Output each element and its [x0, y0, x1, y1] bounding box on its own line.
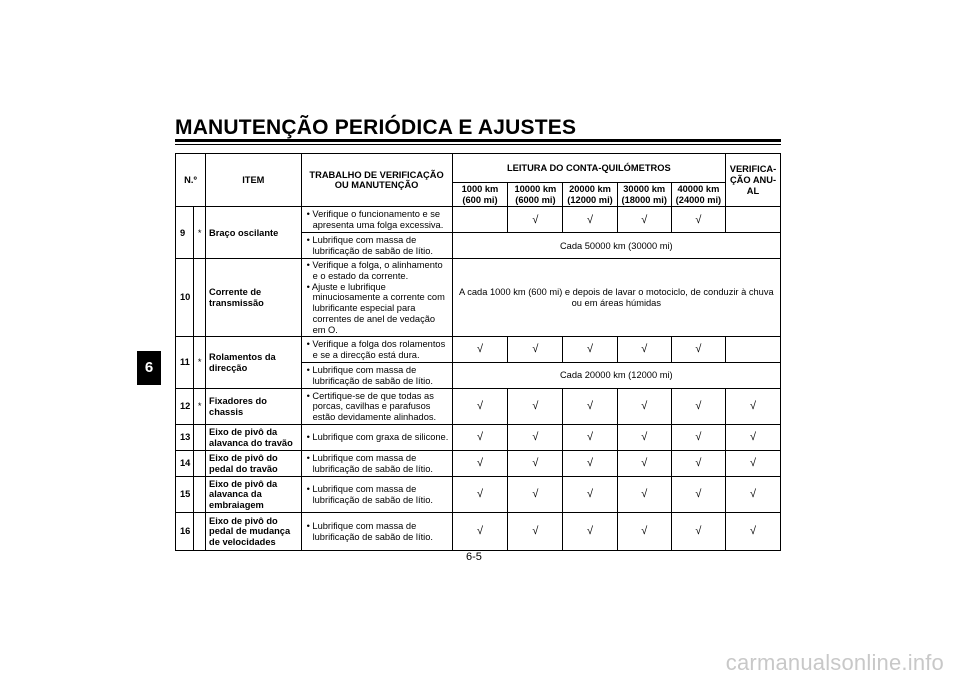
- asterisk: [194, 425, 206, 451]
- header-item: ITEM: [206, 154, 302, 207]
- asterisk: [194, 513, 206, 551]
- work-text: • Lubrifique com massa de lubrificação de sabão de lítio.: [301, 477, 452, 513]
- check-cell: √: [726, 451, 781, 477]
- check-cell: √: [671, 425, 725, 451]
- check-cell: √: [617, 451, 671, 477]
- watermark: carmanualsonline.info: [725, 650, 944, 675]
- check-cell: √: [671, 389, 725, 425]
- work-text: • Verifique a folga, o alinhamento e o estado da corrente. • Ajuste e lubrifique minuciosamente a corrente com lubrificante especial para correntes de anel de vedação em O.: [301, 259, 452, 337]
- check-cell: √: [726, 389, 781, 425]
- check-cell: √: [452, 477, 508, 513]
- check-cell: √: [617, 337, 671, 363]
- check-cell: √: [452, 425, 508, 451]
- table-row: [176, 389, 781, 425]
- work-text: • Verifique a folga dos rolamentos e se a direcção está dura.: [301, 337, 452, 363]
- table-row: [176, 513, 781, 551]
- check-cell: √: [671, 477, 725, 513]
- header-no: N.º: [176, 154, 206, 207]
- work-text: • Lubrifique com massa de lubrificação de sabão de lítio.: [301, 451, 452, 477]
- table-row: [176, 477, 781, 513]
- check-cell: √: [452, 389, 508, 425]
- header-km: 10000 km (6000 mi): [508, 183, 563, 207]
- check-cell: √: [563, 425, 617, 451]
- check-cell: [452, 207, 508, 233]
- header-km: 40000 km (24000 mi): [671, 183, 725, 207]
- work-text: • Lubrifique com massa de lubrificação de sabão de lítio.: [301, 363, 452, 389]
- page-title: MANUTENÇÃO PERIÓDICA E AJUSTES: [175, 116, 577, 139]
- check-cell: √: [508, 207, 563, 233]
- header-annual: VERIFICA-ÇÃO ANU-AL: [726, 154, 781, 207]
- header-odometer: LEITURA DO CONTA-QUILÓMETROS: [452, 154, 725, 183]
- title-rule-thick: [175, 139, 781, 142]
- work-text: • Lubrifique com massa de lubrificação de sabão de lítio.: [301, 513, 452, 551]
- row-number: 12: [176, 389, 194, 425]
- check-cell: √: [508, 451, 563, 477]
- row-number: 10: [176, 259, 194, 337]
- check-cell: √: [726, 513, 781, 551]
- item-name: Fixadores do chassis: [206, 389, 302, 425]
- check-cell: √: [508, 425, 563, 451]
- check-cell: [726, 207, 781, 233]
- check-cell: √: [508, 337, 563, 363]
- table-row: [176, 451, 781, 477]
- interval-text: A cada 1000 km (600 mi) e depois de lavar o motociclo, de conduzir à chuva ou em áreas húmidas: [452, 259, 780, 337]
- work-text: • Certifique-se de que todas as porcas, cavilhas e parafusos estão devidamente alinhados.: [301, 389, 452, 425]
- interval-text: Cada 20000 km (12000 mi): [452, 363, 780, 389]
- row-number: 14: [176, 451, 194, 477]
- work-text: • Lubrifique com massa de lubrificação de sabão de lítio.: [301, 233, 452, 259]
- check-cell: √: [671, 207, 725, 233]
- asterisk: *: [194, 207, 206, 259]
- row-number: 15: [176, 477, 194, 513]
- check-cell: √: [726, 477, 781, 513]
- item-name: Rolamentos da direcção: [206, 337, 302, 389]
- check-cell: √: [508, 389, 563, 425]
- check-cell: √: [617, 425, 671, 451]
- check-cell: √: [452, 513, 508, 551]
- item-name: Eixo de pivô do pedal do travão: [206, 451, 302, 477]
- header-work: TRABALHO DE VERIFICAÇÃO OU MANUTENÇÃO: [301, 154, 452, 207]
- asterisk: *: [194, 337, 206, 389]
- check-cell: √: [563, 513, 617, 551]
- item-name: Eixo de pivô do pedal de mudança de velocidades: [206, 513, 302, 551]
- title-rule-thin: [175, 144, 781, 145]
- check-cell: √: [563, 477, 617, 513]
- asterisk: [194, 477, 206, 513]
- check-cell: √: [563, 207, 617, 233]
- check-cell: √: [617, 513, 671, 551]
- check-cell: [726, 337, 781, 363]
- check-cell: √: [508, 477, 563, 513]
- header-row: [176, 154, 781, 183]
- item-name: Corrente de transmissão: [206, 259, 302, 337]
- asterisk: *: [194, 389, 206, 425]
- check-cell: √: [671, 513, 725, 551]
- table-row: [176, 337, 781, 363]
- check-cell: √: [452, 337, 508, 363]
- table-row: [176, 259, 781, 337]
- check-cell: √: [617, 477, 671, 513]
- section-tab: 6: [137, 351, 161, 385]
- item-name: Eixo de pivô da alavanca da embraiagem: [206, 477, 302, 513]
- header-km: 20000 km (12000 mi): [563, 183, 617, 207]
- check-cell: √: [563, 451, 617, 477]
- table-row: [176, 207, 781, 233]
- interval-text: Cada 50000 km (30000 mi): [452, 233, 780, 259]
- check-cell: √: [452, 451, 508, 477]
- row-number: 16: [176, 513, 194, 551]
- row-number: 9: [176, 207, 194, 259]
- maintenance-table: [175, 153, 781, 551]
- check-cell: √: [563, 337, 617, 363]
- row-number: 13: [176, 425, 194, 451]
- check-cell: √: [617, 207, 671, 233]
- check-cell: √: [726, 425, 781, 451]
- asterisk: [194, 259, 206, 337]
- header-km: 1000 km (600 mi): [452, 183, 508, 207]
- page-number: 6-5: [466, 551, 482, 563]
- check-cell: √: [617, 389, 671, 425]
- table-row: [176, 425, 781, 451]
- work-text: • Verifique o funcionamento e se apresenta uma folga excessiva.: [301, 207, 452, 233]
- check-cell: √: [671, 337, 725, 363]
- asterisk: [194, 451, 206, 477]
- item-name: Braço oscilante: [206, 207, 302, 259]
- header-km: 30000 km (18000 mi): [617, 183, 671, 207]
- work-text: • Lubrifique com graxa de silicone.: [301, 425, 452, 451]
- row-number: 11: [176, 337, 194, 389]
- check-cell: √: [508, 513, 563, 551]
- check-cell: √: [671, 451, 725, 477]
- check-cell: √: [563, 389, 617, 425]
- item-name: Eixo de pivô da alavanca do travão: [206, 425, 302, 451]
